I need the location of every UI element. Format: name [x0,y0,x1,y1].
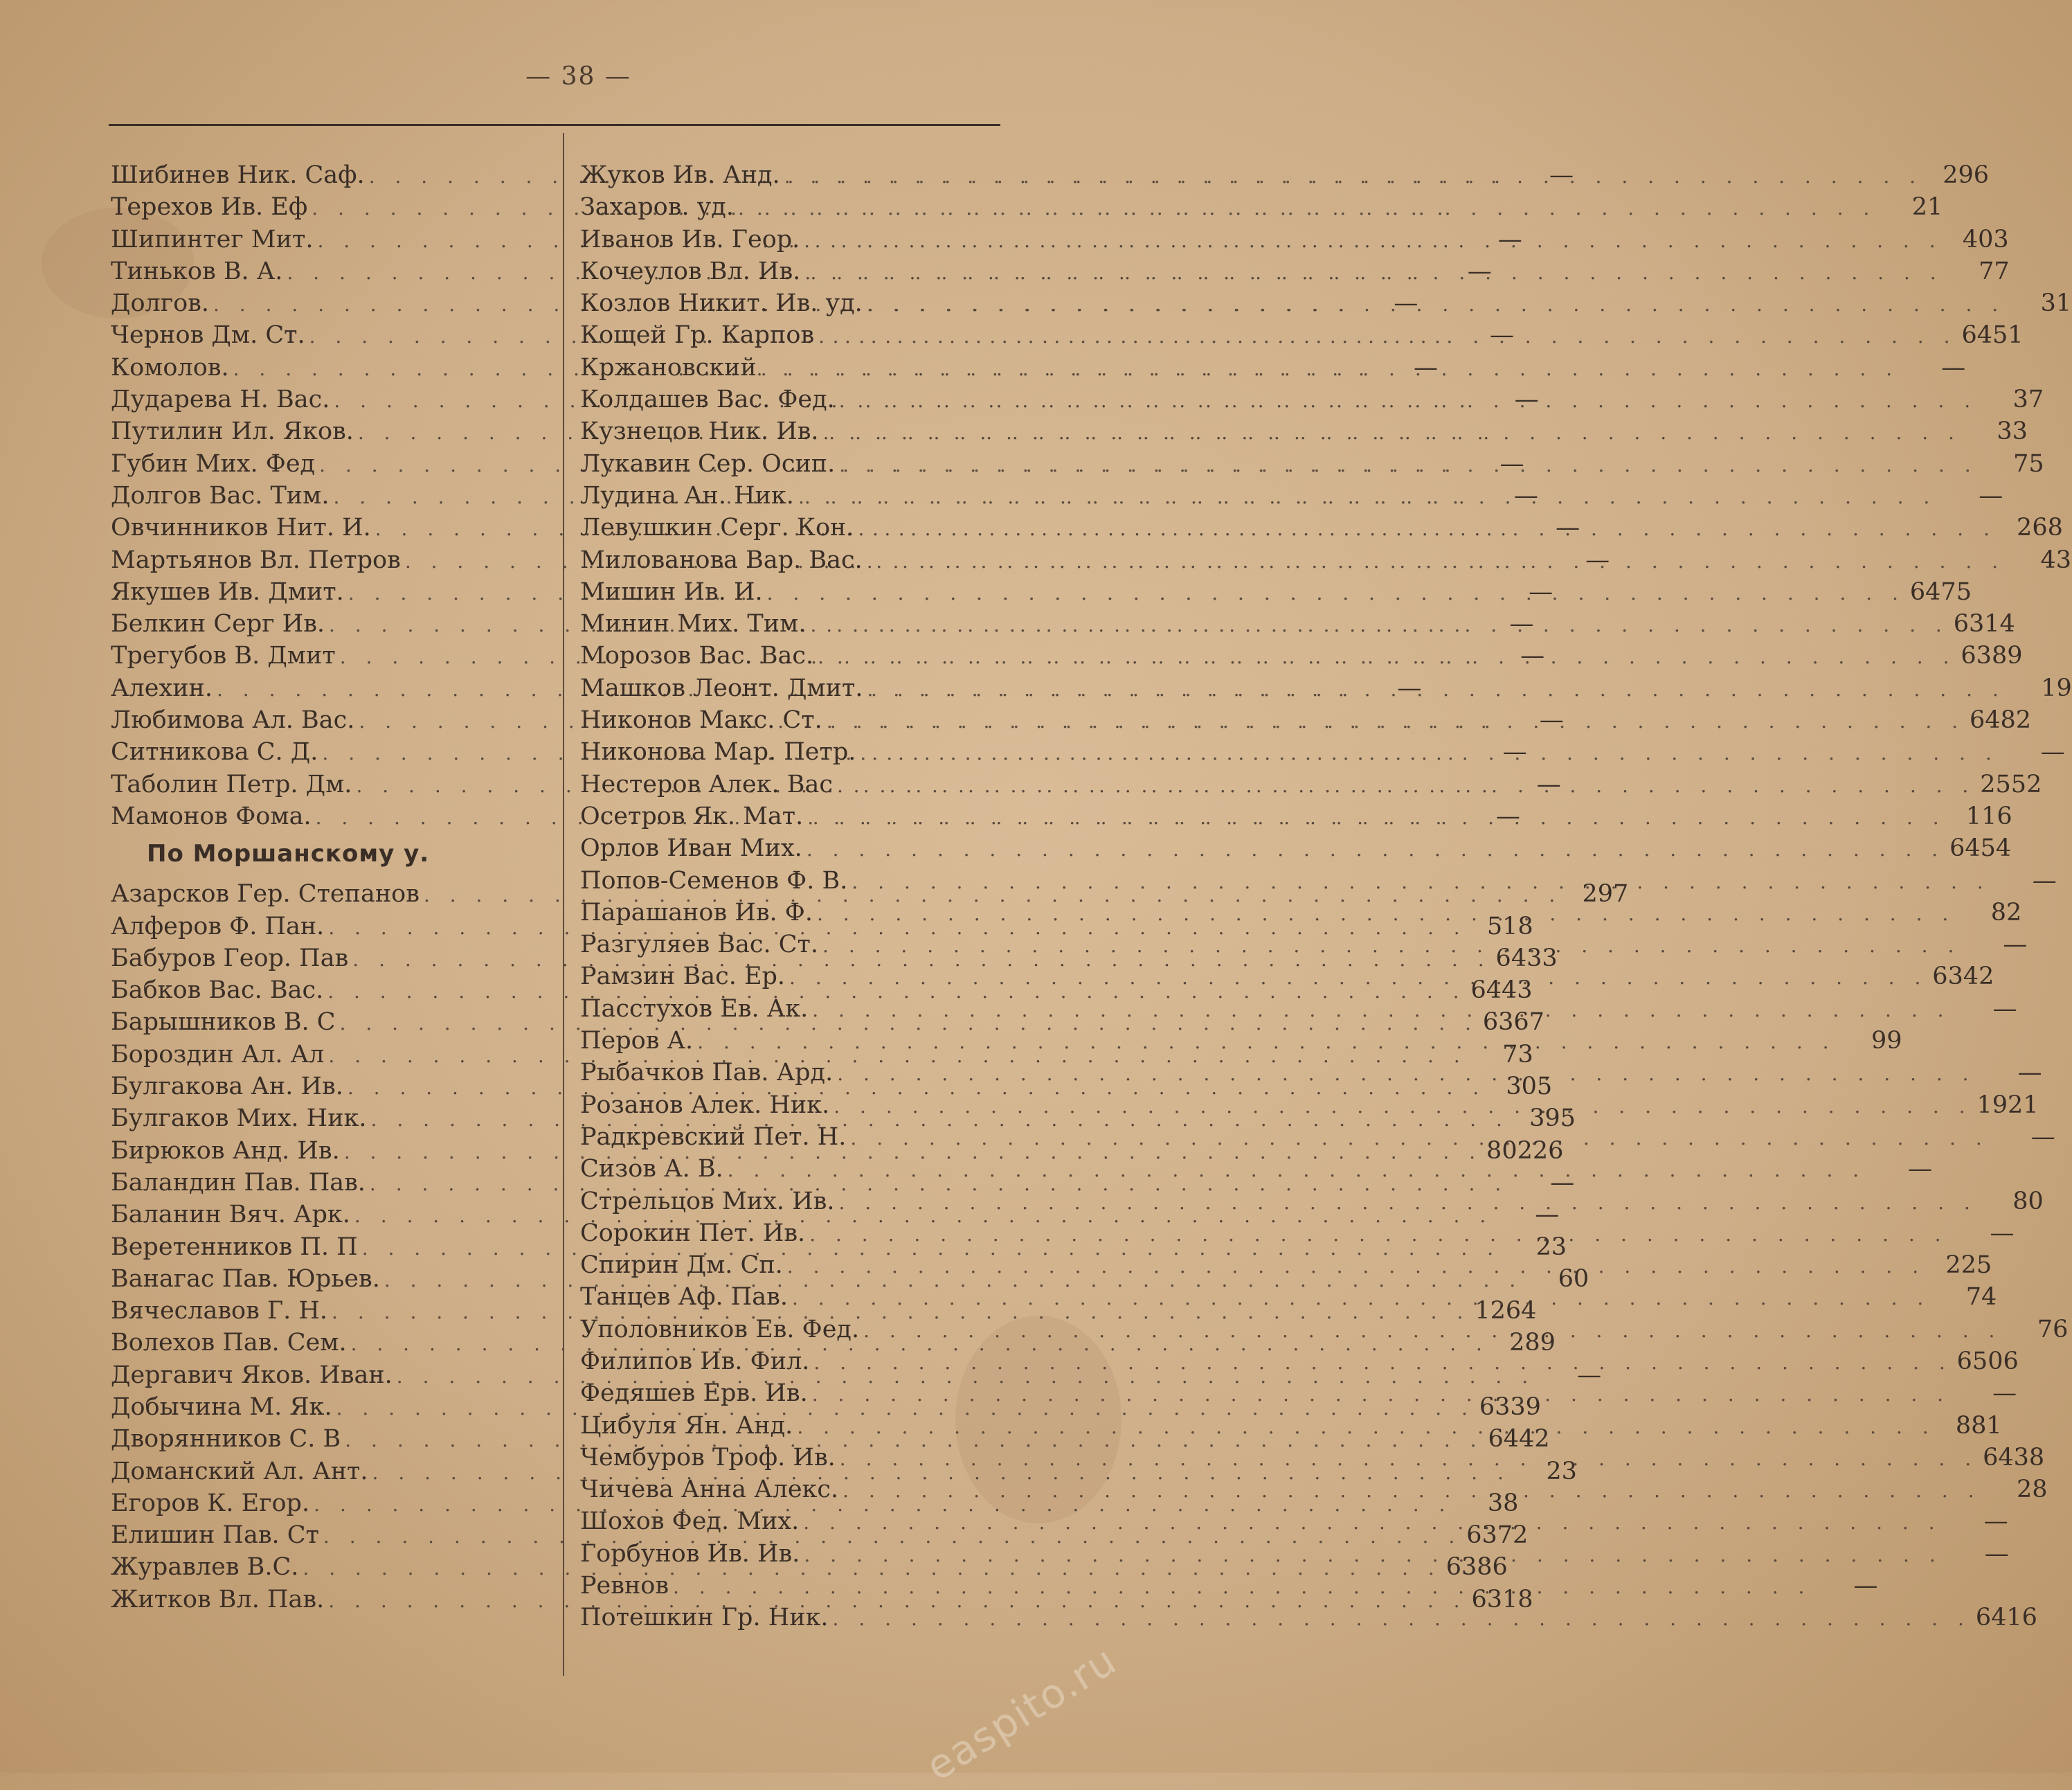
entry-name: Пасстухов Ев. Ак. [580,994,809,1023]
entry-value: 33 [1997,418,2028,446]
leader-dots [808,994,1954,1026]
entry-name: Бирюков Анд. Ив. [111,1136,340,1165]
entry-name: Спирин Дм. Сп. [580,1251,783,1280]
leader-dots [757,353,1903,385]
entry-name: Барышников В. С [111,1008,336,1037]
entry-value: — [1550,1168,1575,1197]
leader-dots [800,257,1947,289]
entry-value: 82 [1990,898,2022,927]
entry-value: 80 [2012,1187,2044,1215]
entry-value: 6339 [1479,1393,1541,1421]
entry-name: Танцев Аф. Пав. [580,1283,788,1312]
entry-name: Дергавич Яков. Иван. [111,1361,393,1389]
entry-value: 116 [1965,802,2012,830]
entry-value: 74 [1965,1283,1997,1312]
list-item [580,1345,2019,1377]
leader-dots [859,1315,2006,1347]
entry-name: Уполовников Ев. Фед. [580,1315,860,1343]
entry-name: Кржановский [580,353,757,382]
leader-dots [669,1571,1815,1603]
entry-value: 268 [2017,514,2063,542]
list-item [580,576,1972,608]
entry-name: Попов-Семенов Ф. В. [580,866,848,895]
leader-dots [863,546,2009,578]
entry-name: Кузнецов Ник. Ив. [580,418,819,446]
entry-value: — [1514,386,1539,414]
entry-value: 1264 [1475,1297,1537,1325]
list-item [580,672,2072,704]
entry-name: Бороздин Ал. Ал [111,1040,325,1068]
entry-value: 403 [1962,225,2009,253]
entry-value: 395 [1529,1104,1576,1133]
list-item [580,704,2032,736]
entry-value: — [1520,642,1545,670]
leader-dots [793,1411,1939,1443]
leader-dots [808,1379,1954,1411]
list-item [111,191,551,223]
leader-dots [693,1026,1839,1058]
entry-value: — [1397,674,1422,702]
entry-value: — [1495,802,1520,830]
list-item [580,736,2065,768]
entry-name: Долгов Вас. Тим. [111,481,330,510]
entry-value: — [1984,1539,2009,1568]
entry-value: — [1413,353,1438,382]
list-item [111,415,551,447]
entry-value: 6443 [1470,976,1533,1005]
entry-value: — [2003,931,2028,959]
entry-name: Булгаков Мих. Ник. [111,1104,367,1133]
entry-name: Комолов. [111,353,229,382]
entry-value: 43 [2040,546,2072,574]
entry-name: Лудина Ан. Ник. [580,481,794,510]
entry-value: 37 [2012,386,2044,414]
entry-name: Иванов Ив. Геор. [580,225,800,253]
entry-value: 6442 [1488,1425,1550,1453]
list-item [580,224,2009,256]
entry-value: 6438 [1983,1443,2045,1471]
entry-value: — [1556,514,1580,542]
entry-value: 297 [1582,880,1629,909]
page-number: — 38 — [525,62,631,91]
list-item [580,1185,2044,1217]
entry-value: 23 [1535,1233,1567,1261]
leader-dots [734,193,1880,224]
entry-name: Волехов Пав. Сем. [111,1329,347,1357]
entry-value: — [2030,1122,2055,1151]
list-item [580,769,2042,800]
leader-dots [803,802,1949,834]
entry-name: Захаров. уд. [580,193,734,222]
entry-value: 6367 [1482,1008,1544,1037]
entry-name: Белкин Серг Ив. [111,610,325,638]
entry-value: 518 [1486,912,1533,940]
entry-name: Шипинтег Мит. [111,225,314,253]
entry-name: Колдашев Вас. Фед. [580,386,835,414]
list-item [580,415,2028,447]
entry-name: Дударева Н. Вас. [111,386,330,414]
leader-dots [805,1219,1952,1251]
entry-name: Горбунов Ив. Ив. [580,1539,800,1568]
leader-dots [788,1282,1934,1314]
entry-value: — [1509,610,1534,638]
entry-value: 38 [1487,1489,1519,1517]
entry-value: 19 [2041,674,2072,702]
entry-value: — [1394,289,1418,318]
leader-dots [854,513,2001,545]
entry-name: Житков Вл. Пав. [111,1585,325,1613]
entry-value: — [2017,1059,2042,1087]
entry-name: Бабков Вас. Вас. [111,976,324,1005]
entry-name: Алехин. [111,674,213,702]
entry-value: 73 [1502,1040,1533,1068]
entry-value: 305 [1506,1073,1553,1101]
leader-dots [822,706,1969,737]
leader-dots [863,289,2009,321]
entry-value: 6475 [1909,578,1972,606]
list-item [580,1153,1933,1185]
entry-value: 6318 [1471,1585,1533,1613]
entry-name: Никонова Мар. Петр. [580,738,856,767]
entry-value: 6372 [1466,1521,1529,1550]
leader-dots [818,930,1965,962]
entry-name: Дворянников С. В [111,1425,341,1453]
entry-name: Радкревский Пет. Н. [580,1122,847,1151]
leader-dots [723,1154,1870,1186]
list-item [580,191,1943,223]
entry-name: Мамонов Фома. [111,802,312,830]
list-item [580,384,2044,415]
section-title: По Моршанскому у. [147,840,430,868]
entry-name: Тиньков В. А. [111,257,283,285]
entry-name: Ревнов [580,1572,669,1600]
entry-name: Мишин Ив. И. [580,578,763,606]
leader-dots [835,385,1981,417]
entry-value: — [1992,1379,2017,1408]
entry-name: Шохов Фед. Мих. [580,1507,800,1536]
list-item [580,159,1990,191]
entry-name: Якушев Ив. Дмит. [111,578,344,606]
entry-name: Вячеславов Г. Н. [111,1297,328,1325]
entry-value: 289 [1509,1329,1556,1357]
leader-dots [780,161,1927,193]
list-item [580,512,2063,544]
entry-name: Журавлев В.С. [111,1553,299,1582]
leader-dots [802,834,1949,866]
leader-dots [794,481,1940,513]
list-item [580,480,2003,512]
entry-name: Путилин Ил. Яков. [111,418,354,446]
entry-value: 225 [1945,1251,1992,1280]
entry-name: Ситникова С. Д. [111,738,318,767]
entry-name: Долгов. [111,289,209,318]
entry-value: — [1536,770,1561,798]
entry-value: — [1585,546,1610,574]
leader-dots [799,1507,1945,1539]
header-rule [109,124,1000,126]
entry-name: Егоров К. Егор. [111,1489,310,1517]
entry-value: 76 [2037,1315,2069,1343]
entry-value: — [1535,1201,1560,1229]
entry-name: Левушкин Серг. Кон. [580,514,854,542]
leader-dots [783,1251,1929,1282]
entry-value: 23 [1546,1457,1577,1485]
list-item [580,448,2044,480]
list-item [580,544,2072,576]
leader-dots [838,1475,1985,1507]
entry-name: Чембуров Троф. Ив. [580,1443,836,1471]
entry-name: Рамзин Вас. Ер. [580,963,786,991]
leader-dots [835,449,1981,481]
leader-dots [819,417,1965,449]
leader-dots [800,1539,1946,1571]
entry-value: — [1549,161,1574,189]
entry-name: Баландин Пав. Пав. [111,1168,366,1197]
entry-name: Доманский Ал. Ант. [111,1457,368,1485]
entry-value: — [1979,481,2003,510]
entry-name: Трегубов В. Дмит [111,642,336,670]
entry-value: 296 [1943,161,1990,189]
entry-name: Любимова Ал. Вас. [111,706,355,735]
entry-value: 21 [1911,193,1943,222]
entry-name: Чичева Анна Алекс. [580,1476,839,1504]
entry-name: Губин Мих. Фед [111,449,316,478]
list-item [580,1602,2037,1634]
leader-dots [846,1122,1992,1154]
entry-name: Розанов Алек. Ник. [580,1091,830,1119]
entry-name: Елишин Пав. Ст [111,1521,319,1550]
entry-value: — [1539,706,1564,735]
entry-name: Машков Леонт. Дмит. [580,674,863,702]
entry-name: Терехов Ив. Еф [111,193,308,222]
entry-value: — [1499,449,1524,478]
leader-dots [833,1058,1979,1090]
entry-value: 6433 [1495,944,1558,972]
leader-dots [863,674,2009,706]
entry-name: Морозов Вас. Вас. [580,642,814,670]
entry-name: Лукавин Сер. Осип. [580,449,836,478]
entry-name: Филипов Ив. Фил. [580,1347,810,1375]
entry-name: Овчинников Нит. И. [111,514,371,542]
entry-value: — [1853,1572,1878,1600]
entry-name: Мартьянов Вл. Петров [111,546,401,574]
entry-name: Парашанов Ив. Ф. [580,898,813,927]
list-item [580,800,2012,832]
entry-name: Стрельцов Мих. Ив. [580,1187,835,1215]
entry-name: Азарсков Гер. Степанов [111,880,420,909]
entry-name: Разгуляев Вас. Ст. [580,931,819,959]
entry-name: Сорокин Пет. Ив. [580,1219,806,1247]
entry-value: 28 [2016,1476,2048,1504]
entry-value: — [1467,257,1492,285]
entry-name: Чернов Дм. Ст. [111,321,305,350]
entry-name: Шибинев Ник. Саф. [111,161,365,189]
entry-value: — [1513,481,1538,510]
entry-value: — [1489,321,1514,350]
list-item [580,287,2072,319]
entry-name: Веретенников П. П [111,1233,358,1261]
entry-value: 6314 [1953,610,2015,638]
entry-value: 31 [2040,289,2072,318]
entry-value: — [1992,994,2017,1023]
entry-name: Кощей Гр. Карпов [580,321,815,350]
leader-dots [800,225,1946,257]
entry-value: 75 [2013,449,2044,478]
entry-value: — [1502,738,1527,767]
leader-dots [809,1347,1956,1379]
list-item [580,608,2015,640]
entry-value: 881 [1955,1411,2002,1440]
entry-name: Жуков Ив. Анд. [580,161,780,189]
leader-dots [813,641,1960,673]
list-item [580,352,1966,384]
entry-value: 6451 [1961,321,2024,350]
entry-name: Таболин Петр. Дм. [111,770,352,798]
entry-value: — [2032,866,2057,895]
entry-value: — [2040,738,2065,767]
entry-name: Орлов Иван Мих. [580,834,802,863]
entry-value: 77 [1979,257,2010,285]
entry-value: 6342 [1932,963,1994,991]
entry-value: — [1990,1219,2015,1247]
leader-dots [806,609,1952,641]
entry-name: Осетров Як. Мат. [580,802,804,830]
entry-name: Милованова Вар. Вас. [580,546,863,574]
entry-value: — [1529,578,1553,606]
leader-dots [829,1091,1976,1122]
leader-dots [836,1443,1982,1475]
leader-dots [829,1603,1975,1635]
leader-dots [847,866,1994,898]
list-item [580,640,2023,672]
entry-value: 99 [1871,1027,1902,1055]
leader-dots [856,737,2002,769]
leader-dots [813,898,1959,930]
list-item [580,832,2012,864]
entry-name: Бабуров Геор. Пав [111,944,349,972]
entry-name: Баланин Вяч. Арк. [111,1201,350,1229]
entry-value: — [1941,353,1966,382]
entry-name: Перов А. [580,1027,694,1055]
leader-dots [763,578,1909,609]
entry-name: Алферов Ф. Пан. [111,912,325,940]
entry-name: Сизов А. В. [580,1155,723,1183]
leader-dots [814,321,1961,352]
entry-name: Булгакова Ан. Ив. [111,1073,343,1101]
entry-name: Добычина М. Як. [111,1393,332,1421]
watermark: easpito.ru [917,1636,1126,1790]
entry-name: Кочеулов Вл. Ив. [580,257,801,285]
entry-value: 6482 [1970,706,2032,735]
entry-value: — [1908,1155,1933,1183]
entry-name: Потешкин Гр. Ник. [580,1604,829,1632]
entry-name: Рыбачков Пав. Ард. [580,1059,834,1087]
entry-name: Нестеров Алек. Вас [580,770,833,798]
entry-value: 60 [1558,1264,1589,1293]
list-item [580,319,2024,351]
entry-value: 6389 [1961,642,2023,670]
entry-value: 2552 [1980,770,2042,798]
entry-value: 1921 [1976,1091,2039,1119]
entry-value: — [1983,1507,2008,1536]
entry-value: 6386 [1445,1553,1508,1582]
entry-value: 80226 [1486,1136,1564,1165]
entry-value: 6454 [1949,834,2012,863]
entry-value: 6506 [1956,1347,2019,1375]
entry-name: Минин Мих. Тим. [580,610,807,638]
entry-name: Ванагас Пав. Юрьев. [111,1264,380,1293]
entry-name: Никонов Макс. Ст. [580,706,822,735]
entry-name: Цибуля Ян. Анд. [580,1411,793,1440]
entry-value: — [1497,225,1522,253]
entry-value: — [1577,1361,1602,1389]
entry-name: Федяшев Ерв. Ив. [580,1379,808,1408]
list-item [580,256,2010,287]
leader-dots [834,1187,1981,1219]
leader-dots [785,962,1931,994]
entry-name: Козлов Никит. Ив. уд. [580,289,863,318]
entry-value: 6416 [1975,1604,2037,1632]
leader-dots [833,770,1979,802]
